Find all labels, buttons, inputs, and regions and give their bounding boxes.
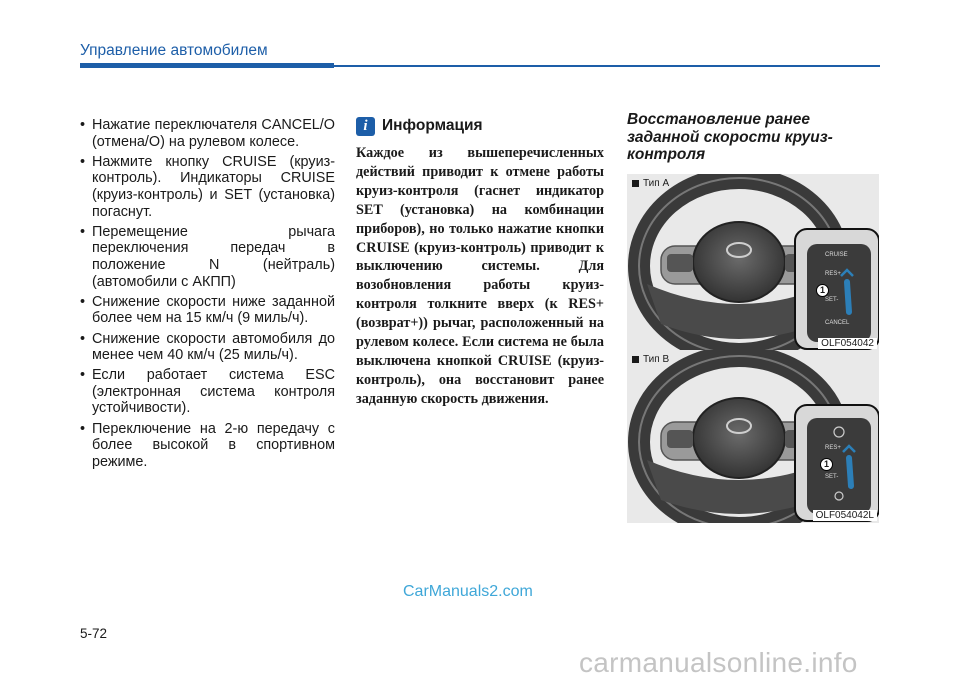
info-header (356, 116, 604, 136)
switch-label-set-minus: SET- (825, 474, 839, 480)
cancel-conditions-list (80, 117, 335, 470)
list-item-text: Снижение скорости автомобиля до менее чем 40 км/ч (25 миль/ч). (92, 330, 335, 364)
figure-type-label (632, 178, 669, 189)
list-item-text: Нажмите кнопку CRUISE (круиз-контроль). Индикаторы CRUISE (круиз-контроль) и SET (установка) погаснут. (92, 153, 335, 220)
list-item (80, 154, 335, 220)
watermark-link[interactable]: CarManuals2.com (403, 583, 533, 600)
header-rule-thin (334, 65, 880, 67)
steering-wheel-illustration (627, 350, 879, 523)
list-item (80, 294, 335, 327)
switch-label-cancel: CANCEL (825, 320, 850, 326)
info-icon (356, 117, 375, 136)
info-body: Каждое из вышеперечисленных действий приводит к отмене работы круиз-контроля (гаснет индикатор SET (установка) на комбинации приборов), но только нажатие кнопки CRUISE (круиз-контроль) приводит к выключению системы. Для возобновления работы круиз-контроля толкните вверх (к RES+ (возврат+)) рычаг, расположенный на рулевом колесе. Если система не была выключена кнопкой CRUISE (круиз-контроль), она восстановит ранее заданную скорость движения. (356, 145, 604, 407)
switch-label-res-plus: RES+ (825, 445, 841, 451)
section-header-title: Управление автомобилем (80, 42, 268, 59)
switch-label-set-minus: SET- (825, 297, 839, 303)
list-item (80, 117, 335, 150)
bullet-marker: • (80, 420, 86, 437)
list-item-text: Нажатие переключателя CANCEL/O (отмена/O) на рулевом колесе. (92, 117, 335, 150)
list-item-text: Перемещение рычага переключения передач в положение N (нейтраль) (автомобили с АКПП) (92, 223, 335, 290)
footer-watermark: carmanualsonline.info (579, 647, 858, 678)
figure-type-label (632, 354, 669, 365)
list-item-text: Если работает система ESC (электронная система контроля устойчивости). (92, 367, 335, 417)
info-icon-glyph: i (363, 117, 368, 134)
info-box (356, 116, 604, 409)
cancel-conditions-column (80, 117, 335, 474)
list-item (80, 331, 335, 364)
square-bullet-icon (632, 180, 639, 187)
switch-label-cruise: CRUISE (825, 252, 848, 258)
bullet-marker: • (80, 367, 86, 384)
list-item-text: Снижение скорости ниже заданной более чем на 15 км/ч (9 миль/ч). (92, 293, 335, 327)
callout-number: 1 (816, 284, 829, 297)
info-title: Информация (382, 117, 483, 134)
resume-section (627, 111, 880, 164)
switch-label-res-plus: RES+ (825, 271, 841, 277)
resume-section-title: Восстановление ранее заданной скорости круиз-контроля (627, 111, 833, 164)
page-number: 5-72 (80, 626, 108, 641)
list-item-text: Переключение на 2-ю передачу с более высокой в спортивном режиме. (92, 420, 335, 470)
callout-number: 1 (820, 458, 833, 471)
list-item (80, 367, 335, 417)
bullet-marker: • (80, 293, 86, 310)
list-item (80, 421, 335, 471)
header-rule-thick (80, 63, 334, 68)
bullet-marker: • (80, 117, 86, 133)
steering-wheel-figure-type-a (627, 174, 879, 351)
bullet-marker: • (80, 330, 86, 347)
bullet-marker: • (80, 153, 86, 170)
figure-type-text: Тип A (643, 178, 670, 189)
steering-wheel-figure-type-b (627, 350, 879, 523)
bullet-marker: • (80, 223, 86, 240)
figure-code: OLF054042 (818, 338, 877, 349)
square-bullet-icon (632, 356, 639, 363)
figure-code: OLF054042L (813, 510, 877, 521)
list-item (80, 224, 335, 290)
figure-type-text: Тип B (643, 354, 670, 365)
